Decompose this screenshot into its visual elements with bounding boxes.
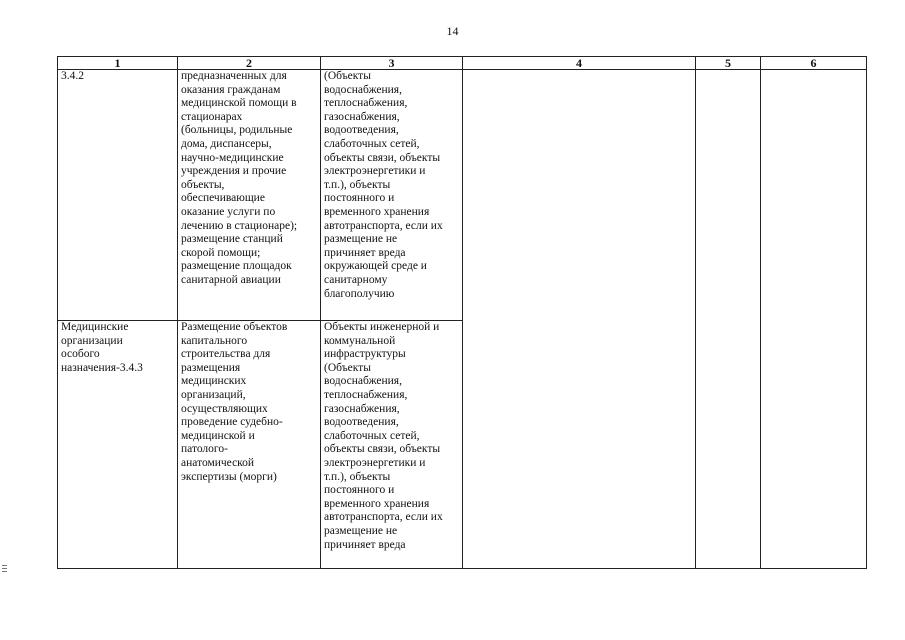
column-header-2: 2 <box>178 57 321 70</box>
scan-edge-marks <box>2 565 7 579</box>
column-header-6: 6 <box>761 57 867 70</box>
permitted-use-table <box>57 56 867 569</box>
column-header-1: 1 <box>58 57 178 70</box>
column-header-4: 4 <box>463 57 696 70</box>
column-4-cell <box>463 70 696 569</box>
column-header-5: 5 <box>696 57 761 70</box>
column-6-cell <box>761 70 867 569</box>
column-5-cell <box>696 70 761 569</box>
table-row <box>58 70 867 321</box>
row-1-auxiliary-uses: (Объекты водоснабжения, теплоснабжения, газоснабжения, водоотведения, слаботочных сетей, объекты связи, объекты электроэнергетики и т.п.), объекты постоянного и временного хранения автотранспорта, если их размещение не причиняет вреда окружающей среде и санитарному благополучию <box>321 70 463 321</box>
column-header-3: 3 <box>321 57 463 70</box>
row-2-use-name-code: Медицинские организации особого назначения-3.4.3 <box>58 321 178 569</box>
row-1-use-description: предназначенных для оказания гражданам медицинской помощи в стационарах (больницы, родильные дома, диспансеры, научно-медицинские учреждения и прочие объекты, обеспечивающие оказание услуги по лечению в стационаре); размещение станций скорой помощи; размещение площадок санитарной авиации <box>178 70 321 321</box>
row-2-use-description: Размещение объектов капитального строительства для размещения медицинских организаций, осуществляющих проведение судебно- медицинской и патолого- анатомической экспертизы (морги) <box>178 321 321 569</box>
row-2-auxiliary-uses: Объекты инженерной и коммунальной инфраструктуры (Объекты водоснабжения, теплоснабжения, газоснабжения, водоотведения, слаботочных сетей, объекты связи, объекты электроэнергетики и т.п.), объекты постоянного и временного хранения автотранспорта, если их размещение не причиняет вреда <box>321 321 463 569</box>
page-number: 14 <box>446 24 459 38</box>
header-row <box>58 57 867 70</box>
row-1-use-name-code: 3.4.2 <box>58 70 178 321</box>
